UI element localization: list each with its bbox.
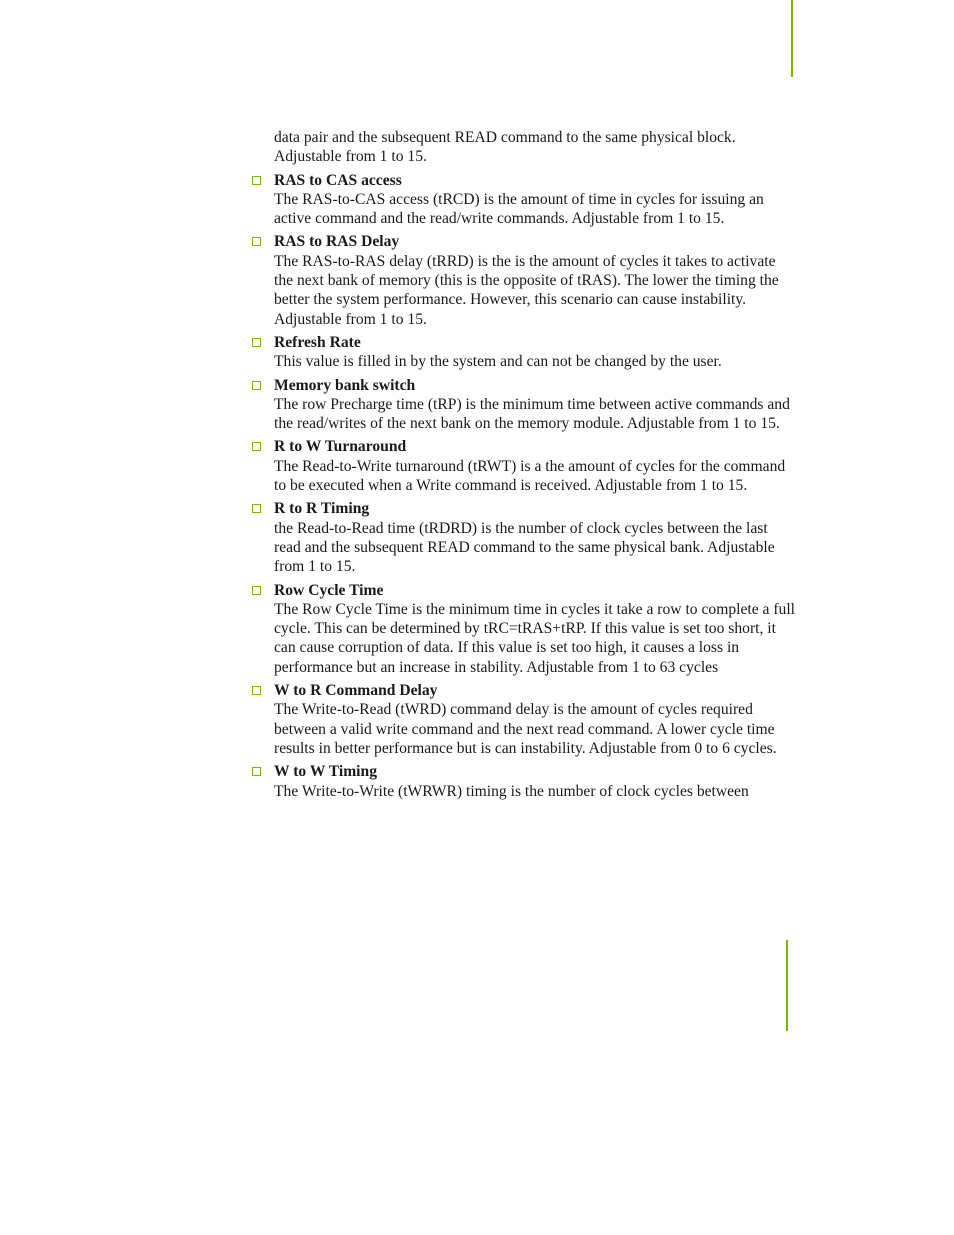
item-title: W to W Timing (274, 763, 377, 781)
item-description: The row Precharge time (tRP) is the minimum time between active commands and the read/writes of the next bank on the memory module. Adjustable from 1 to 15. (274, 395, 790, 433)
list-item (250, 333, 795, 372)
item-description: The Write-to-Read (tWRD) command delay is the amount of cycles required between a valid write command and the next read command. A lower cycle time results in better performance but is can instability. Adjustable from 0 to 6 cycles. (274, 701, 777, 757)
square-bullet-icon (252, 338, 261, 347)
item-description: the Read-to-Read time (tRDRD) is the number of clock cycles between the last read and the subsequent READ command to the same physical bank. Adjustable from 1 to 15. (274, 519, 775, 576)
list-item (250, 171, 795, 229)
item-description: The Row Cycle Time is the minimum time in cycles it take a row to complete a full cycle. This can be determined by tRC=tRAS+tRP. If this value is set too short, it can cause corruption of data. If this value is set too high, it causes a loss in performance but an increase in stability. Adjustable from 1 to 63 cycles (274, 600, 795, 676)
square-bullet-icon (252, 176, 261, 185)
lead-paragraph: data pair and the subsequent READ command to the same physical block. Adjustable from 1 to 15. (274, 129, 736, 166)
item-description: This value is filled in by the system and can not be changed by the user. (274, 353, 722, 371)
square-bullet-icon (252, 767, 261, 776)
item-description: The RAS-to-CAS access (tRCD) is the amount of time in cycles for issuing an active command and the read/write commands. Adjustable from 1 to 15. (274, 190, 764, 228)
item-title: W to R Command Delay (274, 682, 438, 700)
item-title: R to R Timing (274, 500, 370, 518)
item-description: The Read-to-Write turnaround (tRWT) is a the amount of cycles for the command to be executed when a Write command is received. Adjustable from 1 to 15. (274, 457, 786, 495)
item-title: RAS to CAS access (274, 171, 402, 189)
square-bullet-icon (252, 586, 261, 595)
top-accent-line (791, 0, 793, 77)
list-item (250, 499, 795, 576)
list-item (250, 376, 795, 434)
list-item (250, 681, 795, 758)
item-description: The RAS-to-RAS delay (tRRD) is the is the amount of cycles it takes to activate the next bank of memory (this is the opposite of tRAS). The lower the timing the better the system performance. However, this scenario can cause instability. Adjustable from 1 to 15. (274, 252, 779, 328)
square-bullet-icon (252, 442, 261, 451)
square-bullet-icon (252, 237, 261, 246)
item-title: Refresh Rate (274, 333, 361, 351)
list-item (250, 437, 795, 495)
list-item (250, 762, 795, 801)
document-body (250, 128, 795, 805)
item-title: Row Cycle Time (274, 581, 384, 599)
item-title: Memory bank switch (274, 376, 416, 394)
square-bullet-icon (252, 381, 261, 390)
list-item (250, 232, 795, 328)
square-bullet-icon (252, 504, 261, 513)
item-title: R to W Turnaround (274, 438, 407, 456)
square-bullet-icon (252, 686, 261, 695)
list-item (250, 581, 795, 677)
item-title: RAS to RAS Delay (274, 233, 400, 251)
bottom-accent-line (786, 940, 788, 1031)
item-description: The Write-to-Write (tWRWR) timing is the number of clock cycles between (274, 782, 749, 800)
